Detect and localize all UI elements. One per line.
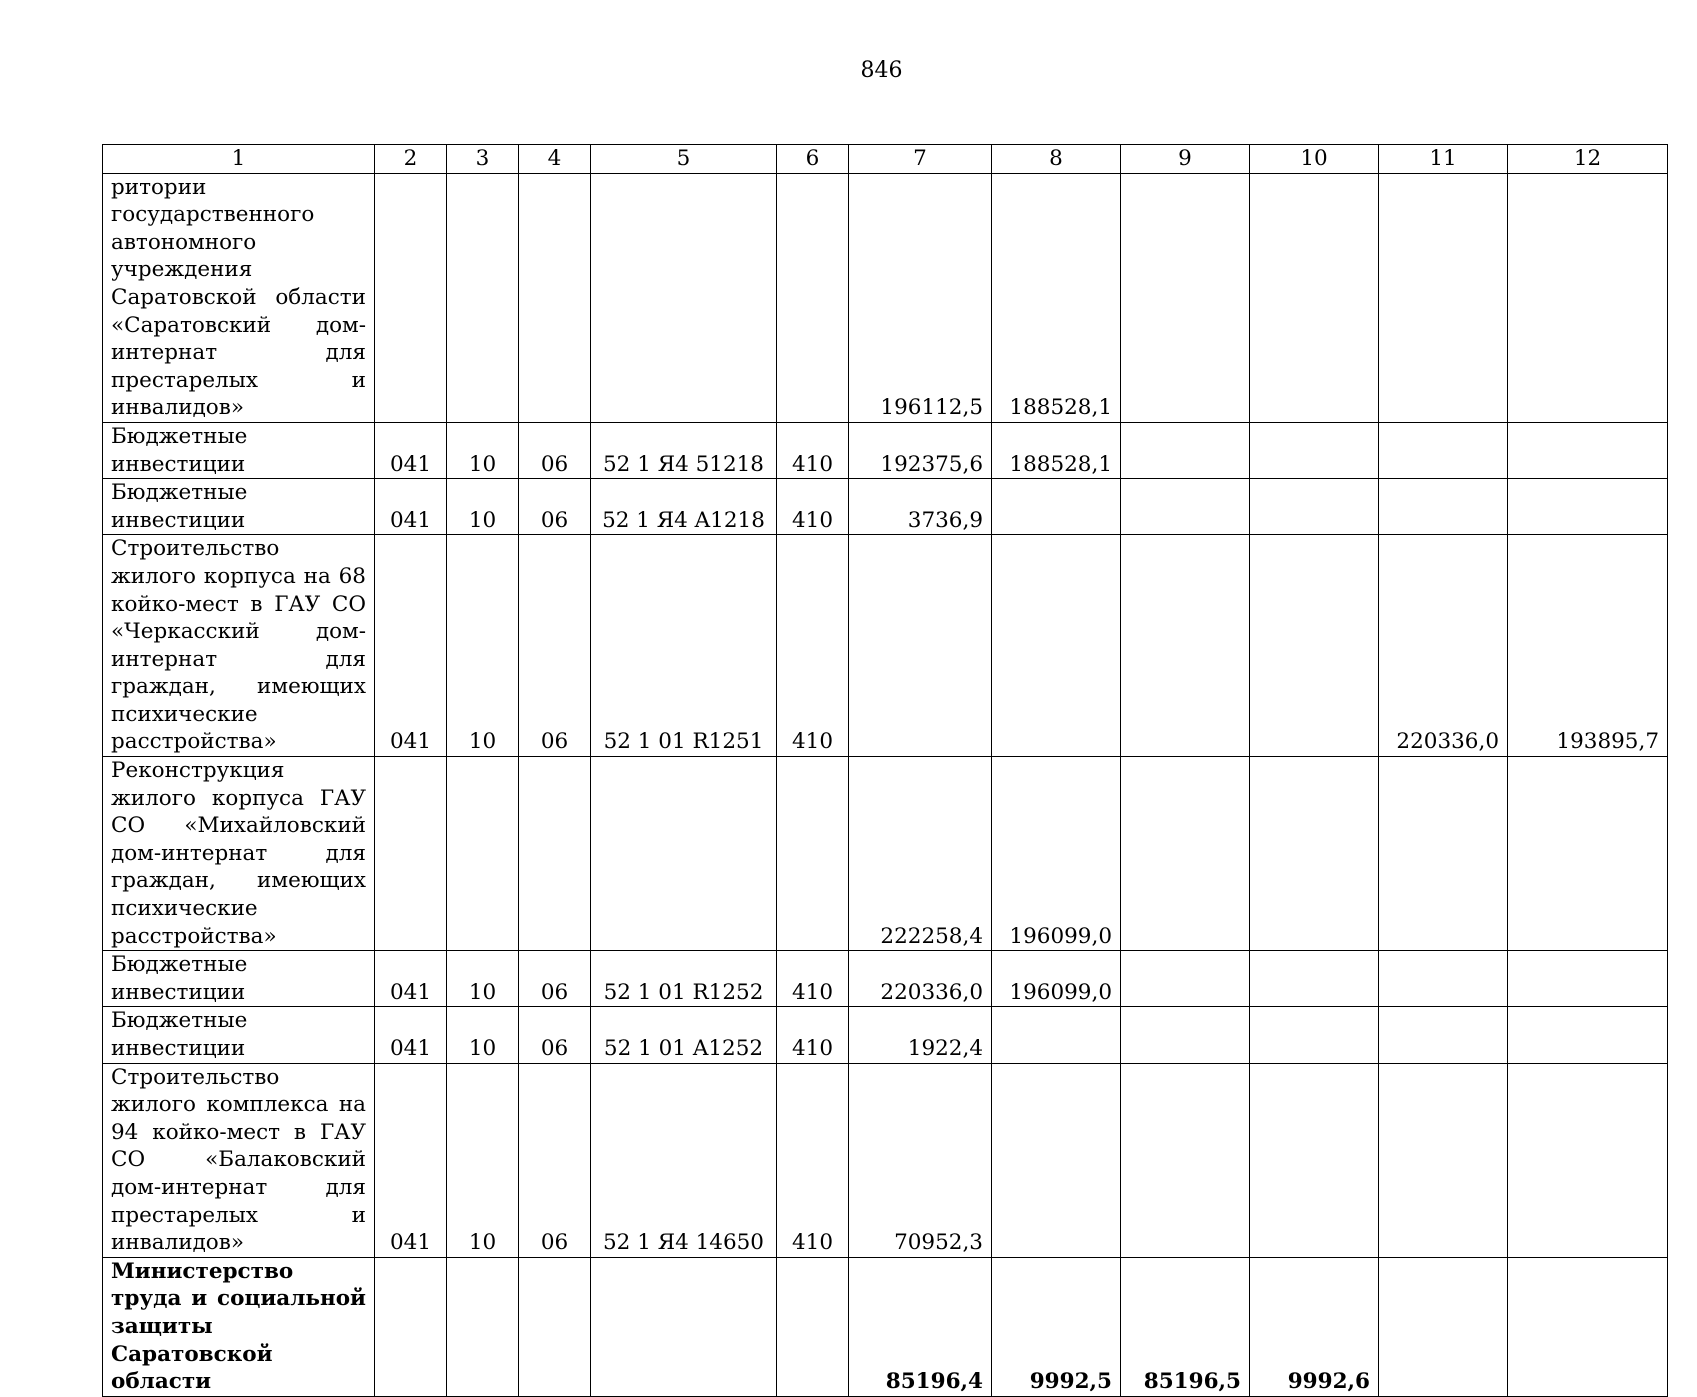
cell-subsection: [519, 757, 591, 951]
table-row: [103, 173, 1668, 422]
cell-section: [447, 173, 519, 422]
cell-subsection: 06: [519, 1007, 591, 1063]
cell-col-12: [1508, 1257, 1668, 1396]
cell-ministry-code: [375, 1257, 447, 1396]
cell-col-12: [1508, 479, 1668, 535]
cell-col-7: 1922,4: [849, 1007, 992, 1063]
row-description: Реконструкция жилого корпуса ГАУ СО «Михайловский дом-интернат для граждан, имеющих психические расстройства»: [103, 757, 375, 951]
column-header: 9: [1121, 145, 1250, 174]
cell-section: 10: [447, 479, 519, 535]
cell-ministry-code: 041: [375, 1007, 447, 1063]
row-description: Бюджетные инвестиции: [103, 479, 375, 535]
cell-ministry-code: 041: [375, 535, 447, 757]
cell-ministry-code: [375, 173, 447, 422]
table-row: [103, 951, 1668, 1007]
cell-section: 10: [447, 422, 519, 478]
column-header: 10: [1250, 145, 1379, 174]
cell-target-article: 52 1 Я4 14650: [591, 1063, 777, 1257]
column-header: 11: [1379, 145, 1508, 174]
cell-expense-type: 410: [777, 951, 849, 1007]
cell-expense-type: [777, 1257, 849, 1396]
cell-col-12: [1508, 173, 1668, 422]
page-number: 846: [860, 58, 903, 83]
cell-col-7: 85196,4: [849, 1257, 992, 1396]
cell-col-11: 220336,0: [1379, 535, 1508, 757]
table-row-total: [103, 1257, 1668, 1396]
cell-col-11: [1379, 1257, 1508, 1396]
cell-target-article: 52 1 Я4 A1218: [591, 479, 777, 535]
cell-target-article: [591, 1257, 777, 1396]
cell-col-11: [1379, 1063, 1508, 1257]
cell-col-7: [849, 535, 992, 757]
cell-col-11: [1379, 422, 1508, 478]
cell-col-7: 222258,4: [849, 757, 992, 951]
cell-section: 10: [447, 951, 519, 1007]
cell-col-7: 196112,5: [849, 173, 992, 422]
cell-col-10: [1250, 951, 1379, 1007]
cell-target-article: [591, 757, 777, 951]
cell-col-12: [1508, 422, 1668, 478]
column-header: 3: [447, 145, 519, 174]
cell-col-8: 188528,1: [992, 173, 1121, 422]
cell-col-8: 196099,0: [992, 757, 1121, 951]
cell-col-9: [1121, 1063, 1250, 1257]
cell-col-9: [1121, 479, 1250, 535]
cell-ministry-code: 041: [375, 479, 447, 535]
cell-ministry-code: 041: [375, 951, 447, 1007]
table-row: [103, 1063, 1668, 1257]
row-description: Бюджетные инвестиции: [103, 951, 375, 1007]
cell-section: 10: [447, 1063, 519, 1257]
cell-col-7: 3736,9: [849, 479, 992, 535]
cell-subsection: [519, 173, 591, 422]
cell-col-10: [1250, 1007, 1379, 1063]
cell-col-11: [1379, 173, 1508, 422]
cell-col-10: [1250, 173, 1379, 422]
cell-col-7: 220336,0: [849, 951, 992, 1007]
cell-section: 10: [447, 535, 519, 757]
cell-col-9: [1121, 1007, 1250, 1063]
table-row: [103, 535, 1668, 757]
table-row: [103, 1007, 1668, 1063]
column-header: 12: [1508, 145, 1668, 174]
cell-col-11: [1379, 757, 1508, 951]
cell-col-10: [1250, 422, 1379, 478]
column-header: 4: [519, 145, 591, 174]
cell-col-11: [1379, 951, 1508, 1007]
cell-ministry-code: [375, 757, 447, 951]
cell-col-9: [1121, 757, 1250, 951]
cell-section: 10: [447, 1007, 519, 1063]
column-header: 7: [849, 145, 992, 174]
cell-col-12: [1508, 757, 1668, 951]
column-header: 6: [777, 145, 849, 174]
cell-col-8: 196099,0: [992, 951, 1121, 1007]
cell-expense-type: 410: [777, 479, 849, 535]
cell-col-8: [992, 1063, 1121, 1257]
row-description: Строительство жилого комплекса на 94 койко-мест в ГАУ СО «Балаковский дом-интернат для престарелых и инвалидов»: [103, 1063, 375, 1257]
cell-col-7: 70952,3: [849, 1063, 992, 1257]
cell-col-9: 85196,5: [1121, 1257, 1250, 1396]
cell-col-8: 9992,5: [992, 1257, 1121, 1396]
cell-col-7: 192375,6: [849, 422, 992, 478]
table-header-row: [103, 145, 1668, 174]
cell-col-9: [1121, 951, 1250, 1007]
row-description: Министерство труда и социальной защиты Саратовской области: [103, 1257, 375, 1396]
cell-expense-type: [777, 173, 849, 422]
cell-col-9: [1121, 535, 1250, 757]
row-description: Строительство жилого корпуса на 68 койко-мест в ГАУ СО «Черкасский дом-интернат для граждан, имеющих психические расстройства»: [103, 535, 375, 757]
cell-col-10: [1250, 479, 1379, 535]
cell-ministry-code: 041: [375, 422, 447, 478]
column-header: 1: [103, 145, 375, 174]
budget-table: [102, 144, 1668, 1397]
cell-col-11: [1379, 1007, 1508, 1063]
cell-target-article: 52 1 01 R1251: [591, 535, 777, 757]
column-header: 8: [992, 145, 1121, 174]
cell-col-10: [1250, 757, 1379, 951]
cell-col-12: [1508, 1063, 1668, 1257]
cell-col-8: [992, 535, 1121, 757]
cell-expense-type: 410: [777, 1007, 849, 1063]
cell-subsection: [519, 1257, 591, 1396]
cell-col-12: 193895,7: [1508, 535, 1668, 757]
cell-target-article: 52 1 01 R1252: [591, 951, 777, 1007]
cell-section: [447, 757, 519, 951]
cell-expense-type: 410: [777, 535, 849, 757]
row-description: Бюджетные инвестиции: [103, 1007, 375, 1063]
cell-col-8: 188528,1: [992, 422, 1121, 478]
cell-target-article: 52 1 01 A1252: [591, 1007, 777, 1063]
cell-expense-type: 410: [777, 422, 849, 478]
cell-col-12: [1508, 1007, 1668, 1063]
cell-ministry-code: 041: [375, 1063, 447, 1257]
cell-expense-type: 410: [777, 1063, 849, 1257]
row-description: ритории государственного автономного учреждения Саратовской области «Саратовский дом-интернат для престарелых и инвалидов»: [103, 173, 375, 422]
cell-subsection: 06: [519, 479, 591, 535]
cell-subsection: 06: [519, 535, 591, 757]
cell-col-8: [992, 1007, 1121, 1063]
row-description: Бюджетные инвестиции: [103, 422, 375, 478]
cell-col-10: [1250, 1063, 1379, 1257]
cell-col-9: [1121, 422, 1250, 478]
cell-subsection: 06: [519, 1063, 591, 1257]
cell-col-10: 9992,6: [1250, 1257, 1379, 1396]
table-row: [103, 757, 1668, 951]
cell-col-8: [992, 479, 1121, 535]
cell-col-11: [1379, 479, 1508, 535]
cell-col-10: [1250, 535, 1379, 757]
table-row: [103, 422, 1668, 478]
cell-target-article: 52 1 Я4 51218: [591, 422, 777, 478]
table-row: [103, 479, 1668, 535]
cell-subsection: 06: [519, 422, 591, 478]
column-header: 2: [375, 145, 447, 174]
cell-col-9: [1121, 173, 1250, 422]
cell-subsection: 06: [519, 951, 591, 1007]
cell-col-12: [1508, 951, 1668, 1007]
cell-target-article: [591, 173, 777, 422]
cell-expense-type: [777, 757, 849, 951]
cell-section: [447, 1257, 519, 1396]
column-header: 5: [591, 145, 777, 174]
